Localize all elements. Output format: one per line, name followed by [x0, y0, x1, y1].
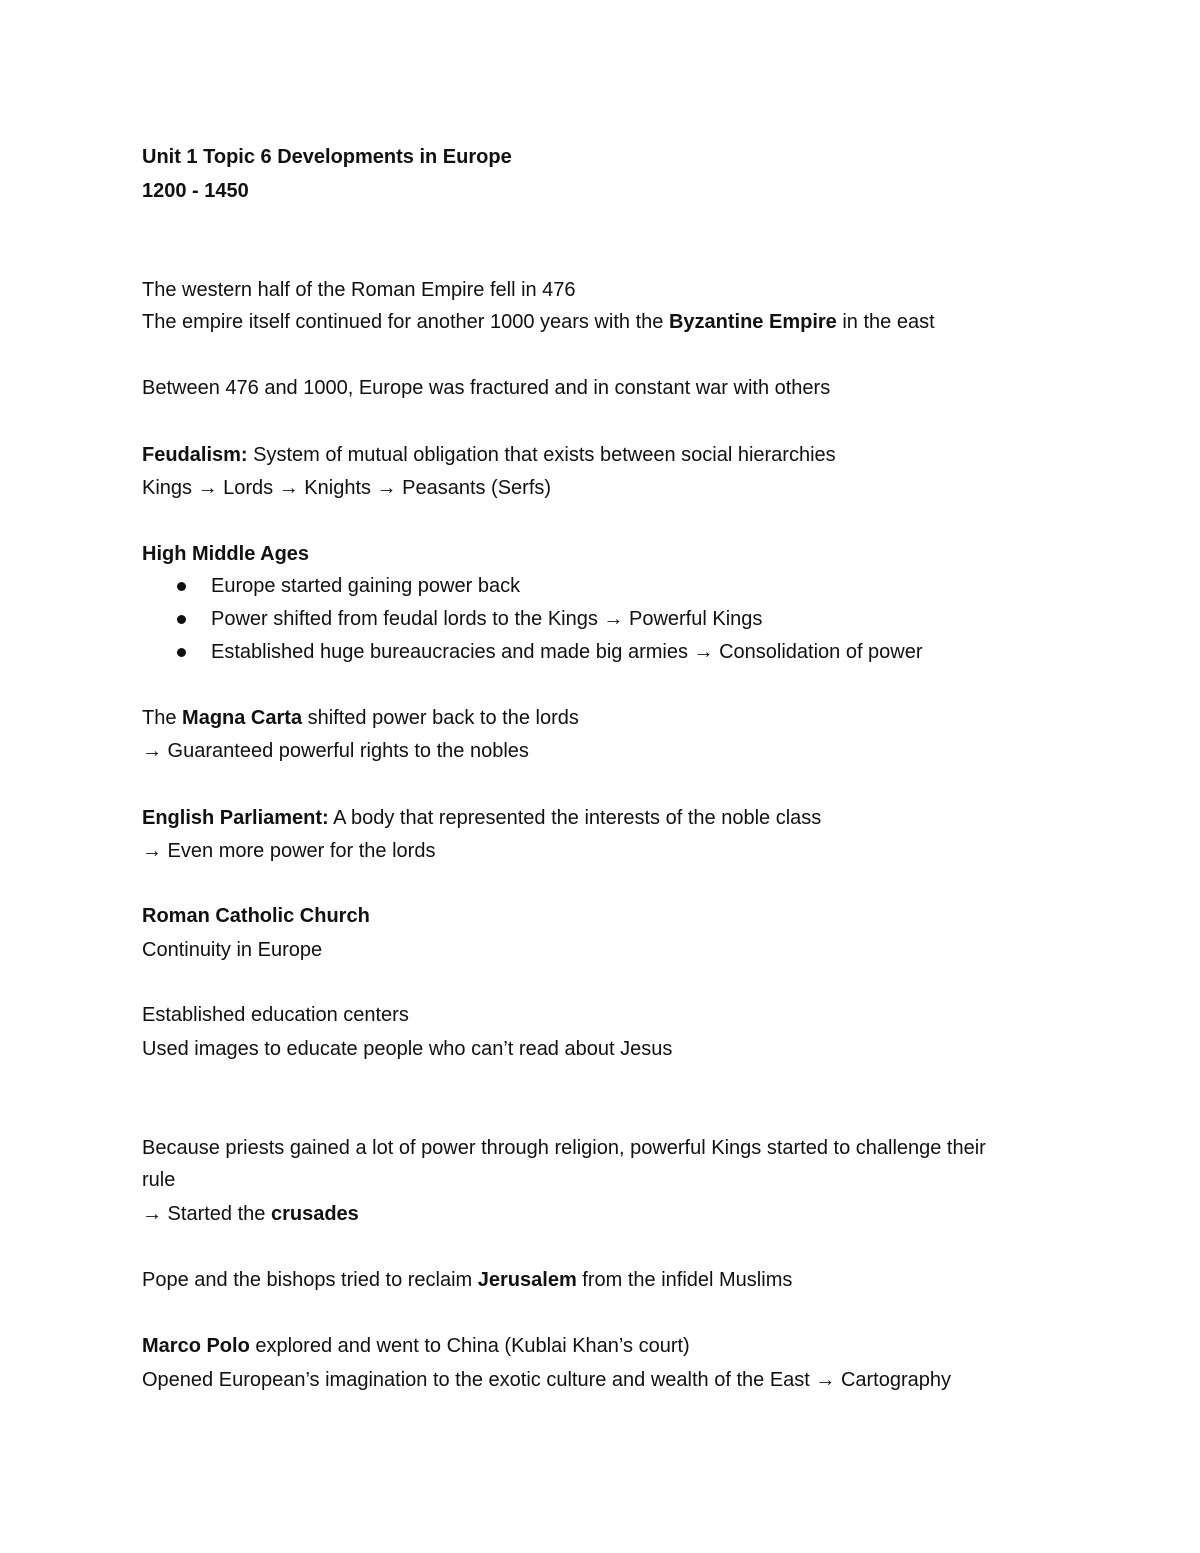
- bold-term-crusades: crusades: [270, 1203, 359, 1225]
- bullet-icon: [177, 582, 186, 591]
- parliament-definition: [142, 806, 821, 830]
- feudalism-hierarchy: Kings → Lords → Knights → Peasants (Serfs): [142, 477, 552, 499]
- text-run: Pope and the bishops tried to reclaim: [142, 1269, 478, 1291]
- text-run: A body that represented the interests of the noble class: [328, 807, 822, 829]
- text-run: explored and went to China (Kublai Khan’s court): [249, 1335, 690, 1357]
- document-title: Unit 1 Topic 6 Developments in Europe: [142, 146, 512, 168]
- text-run: from the infidel Muslims: [576, 1269, 793, 1291]
- heading-high-middle-ages: High Middle Ages: [142, 543, 310, 565]
- bold-term-marco-polo: Marco Polo: [142, 1335, 250, 1357]
- paragraph-priests-continued: rule: [142, 1169, 176, 1191]
- bullet-item: Power shifted from feudal lords to the Kings → Powerful Kings: [211, 608, 763, 630]
- crusades-result: [142, 1202, 359, 1226]
- paragraph-magna-carta: [142, 706, 579, 730]
- bold-term-magna-carta: Magna Carta: [182, 707, 303, 729]
- text-run: The empire itself continued for another 1000 years with the: [142, 311, 669, 333]
- magna-carta-result: → Guaranteed powerful rights to the nobles: [142, 740, 529, 762]
- church-images: Used images to educate people who can’t read about Jesus: [142, 1038, 673, 1060]
- date-range: 1200 - 1450: [142, 180, 249, 202]
- text-run: in the east: [836, 311, 935, 333]
- text-run: System of mutual obligation that exists between social hierarchies: [247, 444, 836, 466]
- text-run: The: [142, 707, 183, 729]
- paragraph-pope: [142, 1268, 792, 1292]
- bullet-icon: [177, 648, 186, 657]
- text-run: The western half of the Roman Empire fell in 476: [142, 279, 576, 301]
- paragraph-priests: Because priests gained a lot of power through religion, powerful Kings started to challenge their: [142, 1137, 986, 1159]
- paragraph-byzantine: [142, 310, 935, 334]
- bold-term-jerusalem: Jerusalem: [477, 1269, 577, 1291]
- bullet-item: Established huge bureaucracies and made big armies → Consolidation of power: [211, 641, 923, 663]
- bold-term-parliament: English Parliament:: [142, 807, 329, 829]
- paragraph-marco-polo: [142, 1334, 690, 1358]
- bold-term-feudalism: Feudalism:: [142, 444, 248, 466]
- feudalism-definition: [142, 443, 836, 467]
- parliament-result: → Even more power for the lords: [142, 840, 436, 862]
- paragraph-roman-fall: [142, 278, 576, 302]
- bullet-icon: [177, 615, 186, 624]
- church-education: Established education centers: [142, 1004, 409, 1026]
- bullet-item: Europe started gaining power back: [211, 575, 521, 597]
- marco-polo-impact: Opened European’s imagination to the exotic culture and wealth of the East → Cartography: [142, 1369, 952, 1391]
- heading-roman-catholic-church: Roman Catholic Church: [142, 905, 370, 927]
- text-run: shifted power back to the lords: [302, 707, 579, 729]
- paragraph-fractured-europe: Between 476 and 1000, Europe was fractured and in constant war with others: [142, 377, 831, 399]
- church-continuity: Continuity in Europe: [142, 939, 323, 961]
- text-run: → Started the: [142, 1203, 271, 1225]
- bold-term-byzantine: Byzantine Empire: [668, 311, 837, 333]
